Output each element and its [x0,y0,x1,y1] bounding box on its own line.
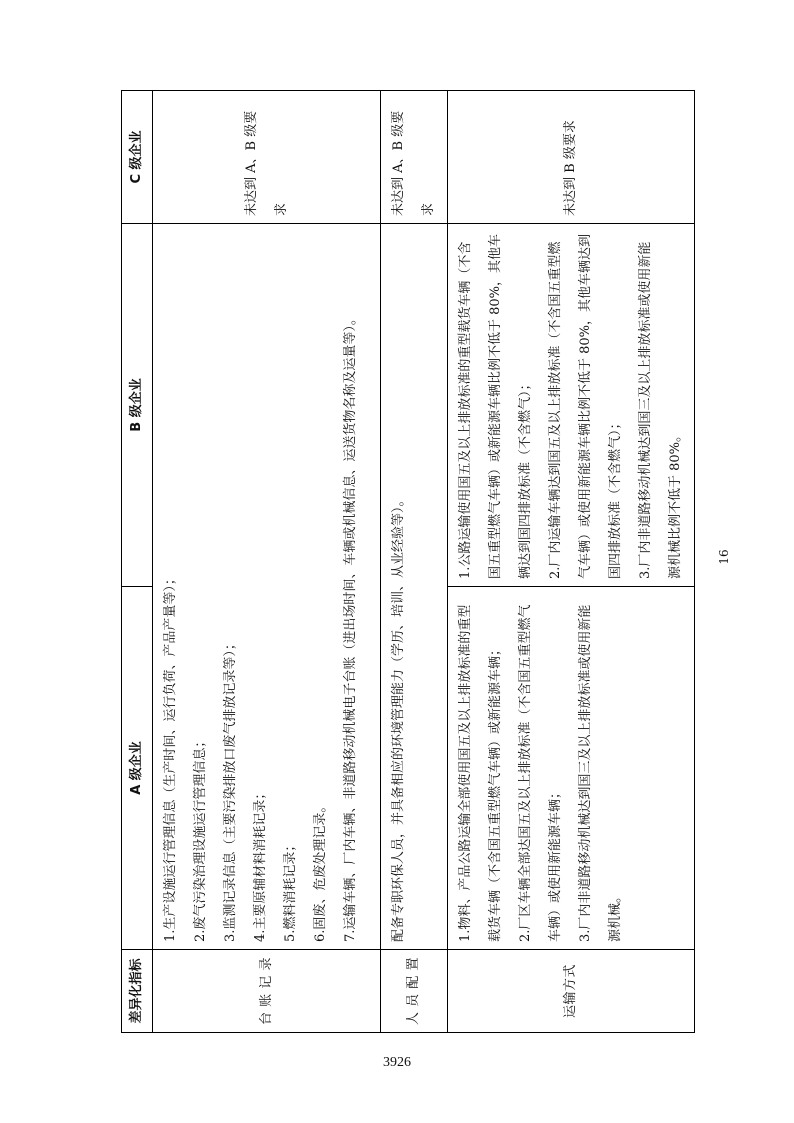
a-transport-item-2: 2.厂区车辆全部达国五及以上排放标准（不含国五重型燃气车辆）或使用新能源车辆； [518,604,563,942]
personnel-requirement: 配备专职环保人员，并具备相应的环境管理能力（学历、培训、从业经验等）。 [381,224,448,950]
b-transport-item-2: 2.厂内运输车辆达到国五及以上排放标准（不含国五重型燃气车辆）或使用新能源车辆比例不低于 80%，其他车辆达到国四排放标准（不含燃气）； [548,233,623,579]
table-row-personnel [381,91,448,1033]
a-transport-item-3: 3.厂内非道路移动机械达到国三及以上排放标准或使用新能源机械。 [578,604,623,942]
indicator-ledger: 台 账 记 录 [153,950,381,1033]
page-number: 16 [717,549,731,565]
ledger-item-3: 3.监测记录信息（主要污染排放口废气排放记录等）； [223,637,238,942]
b-transport-item-3: 3.厂内非道路移动机械达到国三及以上排放标准或使用新能源机械比例不低于 80%。 [638,241,683,579]
ledger-requirements [153,224,381,950]
ledger-item-5: 5.燃料消耗记录； [283,838,298,942]
indicator-transport: 运输方式 [448,950,695,1033]
c-level-transport-text: 未达到 B 级要求 [563,120,578,216]
rotated-table-wrapper [121,91,683,1033]
a-level-transport [448,587,695,950]
ledger-item-7: 7.运输车辆、厂内车辆、非道路移动机械电子台账（进出场时间、车辆或机械信息、运送货物名称及运量等）。 [343,312,358,942]
footer-number: 3926 [383,1055,411,1070]
ledger-item-2: 2.废气污染治理设施运行管理信息； [193,734,208,942]
ledger-item-6: 6.固废、危废处理记录。 [313,799,328,942]
c-level-ledger [153,91,381,224]
header-c-level: C 级企业 [122,91,153,224]
header-b-level: B 级企业 [122,224,153,587]
a-transport-item-1: 1.物料、产品公路运输全部使用国五及以上排放标准的重型载货车辆（不含国五重型燃气车辆）或新能源车辆； [458,604,503,942]
c-level-personnel-text: 未达到 A、B 级要求 [391,110,436,216]
table-row-transport [448,91,695,1033]
c-level-personnel [381,91,448,224]
c-level-transport [448,91,695,224]
ledger-item-1: 1.生产设施运行管理信息（生产时间、运行负荷、产品产量等）； [163,572,178,942]
table-row-ledger [153,91,381,1033]
header-row [122,91,153,1033]
header-indicator: 差异化指标 [122,950,153,1033]
b-transport-item-1: 1.公路运输使用国五及以上排放标准的重型载货车辆（不含国五重型燃气车辆）或新能源车辆比例不低于 80%，其他车辆达到国四排放标准（不含燃气）； [458,233,533,579]
ledger-item-4: 4.主要原辅材料消耗记录； [253,786,268,942]
header-a-level: A 级企业 [122,587,153,950]
c-level-ledger-text: 未达到 A、B 级要求 [243,110,289,216]
enterprise-classification-table [121,90,695,1033]
indicator-personnel: 人 员 配 置 [381,950,448,1033]
b-level-transport [448,224,695,587]
